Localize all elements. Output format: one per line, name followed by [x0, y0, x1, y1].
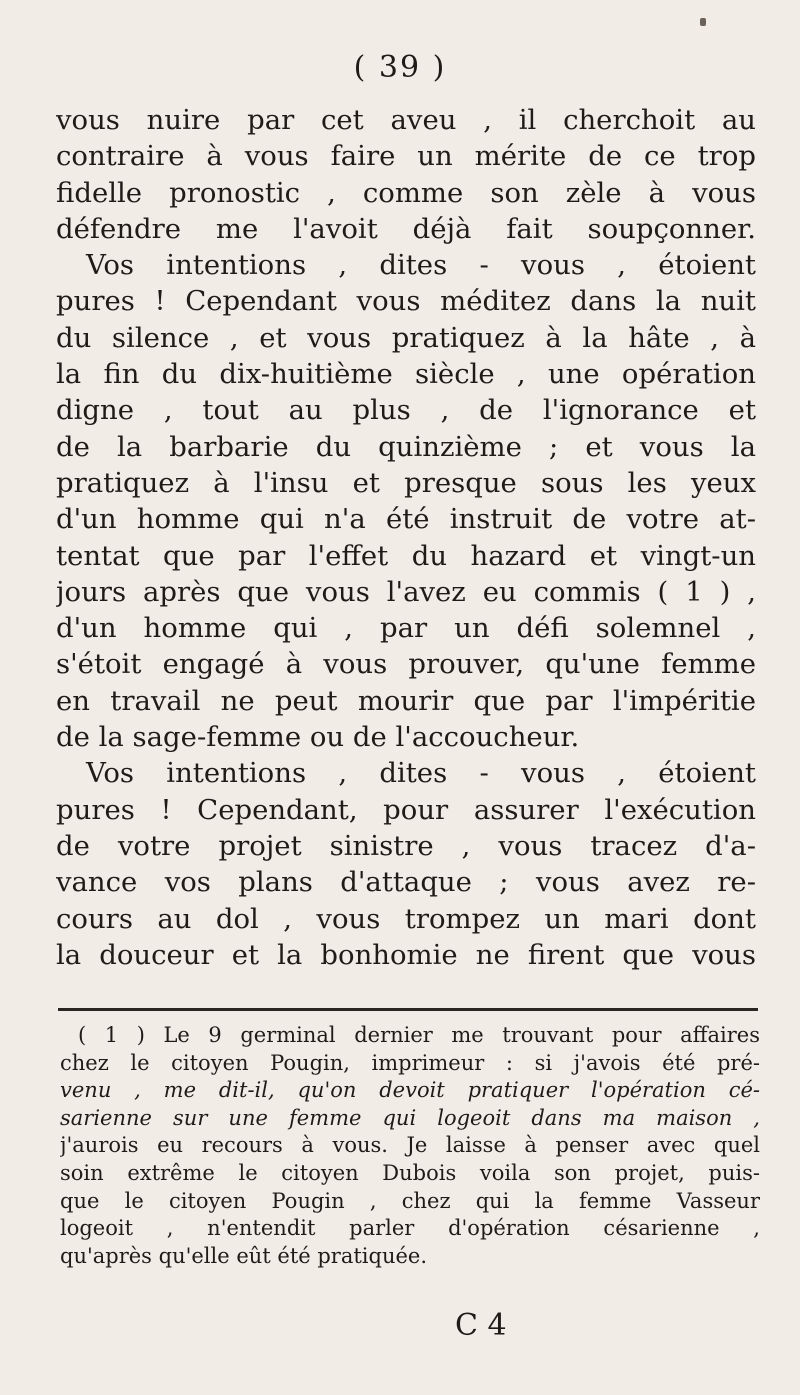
text-line: s'étoit engagé à vous prouver, qu'une femme — [56, 648, 756, 681]
text-line: pures ! Cependant vous méditez dans la nuit — [56, 285, 756, 318]
text-line: d'un homme qui , par un défi solemnel , — [56, 612, 756, 645]
text-line: de votre projet sinistre , vous tracez d'a- — [56, 829, 756, 862]
text-line: pratiquez à l'insu et presque sous les yeux — [56, 466, 756, 499]
page-number: ( 39 ) — [353, 50, 447, 85]
text-line: la douceur et la bonhomie ne firent que vous — [56, 938, 756, 971]
footnote — [60, 1022, 760, 1270]
text-line: de la barbarie du quinzième ; et vous la — [56, 430, 756, 463]
text-line: cours au dol , vous trompez un mari dont — [56, 902, 756, 935]
text-line: du silence , et vous pratiquez à la hâte , à — [56, 321, 756, 354]
text-line: de la sage-femme ou de l'accoucheur. — [56, 721, 580, 754]
text-line: d'un homme qui n'a été instruit de votre at- — [56, 503, 756, 536]
footnote-line: venu , me dit-il, qu'on devoit pratiquer l'opération cé- — [60, 1078, 760, 1103]
footnote-line: qu'après qu'elle eût été pratiquée. — [60, 1243, 428, 1268]
text-line: la fin du dix-huitième siècle , une opération — [56, 358, 756, 391]
text-line: contraire à vous faire un mérite de ce trop — [56, 140, 756, 173]
text-line: tentat que par l'effet du hazard et vingt-un — [56, 539, 756, 572]
text-line: vous nuire par cet aveu , il cherchoit au — [56, 104, 756, 136]
text-line: vance vos plans d'attaque ; vous avez re- — [56, 866, 756, 899]
footnote-line: logeoit , n'entendit parler d'opération césarienne , — [60, 1216, 760, 1241]
footnote-line: soin extrême le citoyen Dubois voila son projet, puis- — [60, 1160, 760, 1185]
text-line: Vos intentions , dites - vous , étoient — [86, 757, 756, 790]
text-line: en travail ne peut mourir que par l'impéritie — [56, 684, 756, 717]
text-line: jours après que vous l'avez eu commis ( 1 ) , — [56, 575, 756, 608]
footnote-line: sarienne sur une femme qui logeoit dans ma maison , — [60, 1105, 760, 1130]
footnote-rule — [58, 1008, 758, 1011]
footnote-line: ( 1 ) Le 9 germinal dernier me trouvant pour affaires — [78, 1023, 760, 1047]
text-line: Vos intentions , dites - vous , étoient — [86, 249, 756, 282]
text-line: fidelle pronostic , comme son zèle à vous — [56, 176, 756, 209]
text-line: pures ! Cependant, pour assurer l'exécution — [56, 793, 756, 826]
text-line: digne , tout au plus , de l'ignorance et — [56, 394, 756, 427]
footnote-line: que le citoyen Pougin , chez qui la femme Vasseur — [60, 1188, 760, 1213]
text-line: défendre me l'avoit déjà fait soupçonner. — [56, 212, 756, 245]
ink-spot — [700, 18, 706, 26]
main-text — [56, 102, 756, 973]
footnote-line: chez le citoyen Pougin, imprimeur : si j'avois été pré- — [60, 1050, 760, 1075]
footnote-line: j'aurois eu recours à vous. Je laisse à penser avec quel — [60, 1133, 760, 1158]
signature-mark: C 4 — [455, 1308, 507, 1343]
